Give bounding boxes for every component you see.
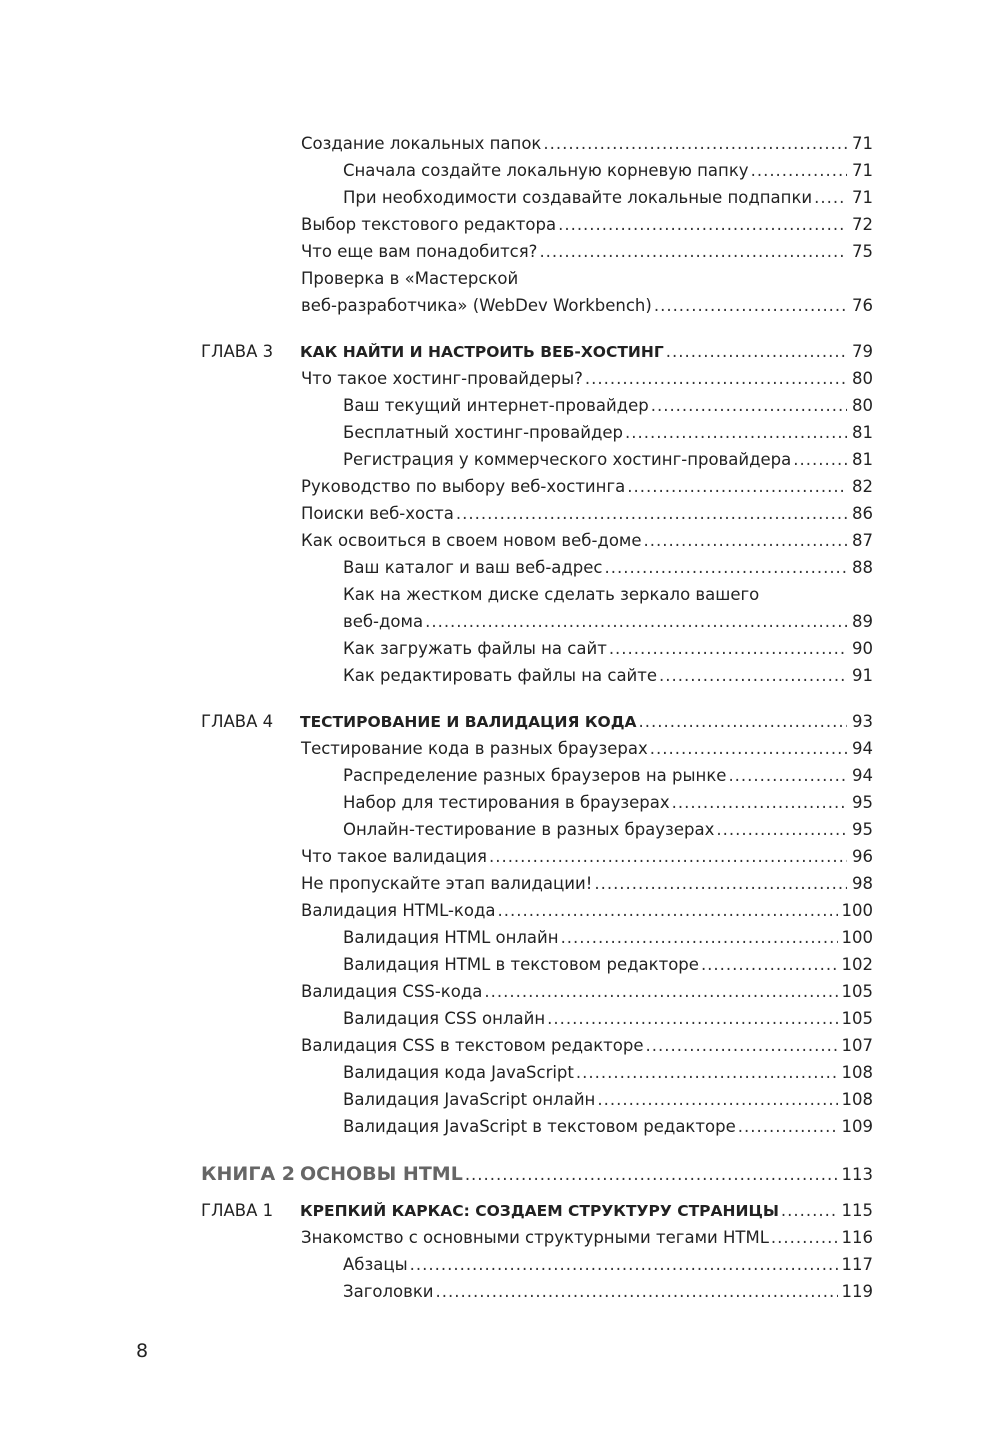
dot-leader — [646, 1032, 838, 1059]
entry-title: Распределение разных браузеров на рынке — [343, 766, 727, 785]
entry-page: 88 — [852, 558, 873, 577]
entry-title: Проверка в «Мастерской — [301, 269, 519, 288]
entry-page: 89 — [852, 612, 873, 631]
entry-title: Валидация HTML онлайн — [343, 928, 559, 947]
entry-page: 71 — [852, 188, 873, 207]
toc-entry — [201, 1086, 873, 1113]
entry-title: Сначала создайте локальную корневую папку — [343, 161, 749, 180]
toc-entry — [201, 184, 873, 211]
toc-entry — [201, 211, 873, 238]
entry-title: Валидация HTML в текстовом редакторе — [343, 955, 699, 974]
toc-entry — [201, 1059, 873, 1086]
toc-entry — [201, 157, 873, 184]
entry-title: веб-разработчика» (WebDev Workbench) — [301, 296, 652, 315]
toc-entry — [201, 265, 873, 292]
dot-leader — [781, 1197, 838, 1224]
entry-page: 79 — [852, 342, 873, 361]
dot-leader — [558, 211, 847, 238]
entry-page: 86 — [852, 504, 873, 523]
dot-leader — [465, 1159, 838, 1191]
entry-title: Валидация JavaScript в текстовом редакторе — [343, 1117, 736, 1136]
entry-title: Бесплатный хостинг-провайдер — [343, 423, 624, 442]
toc-entry — [201, 608, 873, 635]
entry-title: Валидация CSS в текстовом редакторе — [301, 1036, 644, 1055]
dot-leader — [539, 238, 847, 265]
dot-leader — [654, 292, 847, 319]
dot-leader — [666, 338, 847, 365]
entry-title: Как освоиться в своем новом веб-доме — [301, 531, 642, 550]
entry-page: 80 — [852, 369, 873, 388]
entry-title: Поиски веб-хоста — [301, 504, 454, 523]
toc-entry — [201, 897, 873, 924]
entry-title: Что еще вам понадобится? — [301, 242, 538, 261]
dot-leader — [456, 500, 847, 527]
entry-page: 72 — [852, 215, 873, 234]
dot-leader — [594, 870, 847, 897]
dot-leader — [651, 392, 847, 419]
dot-leader — [751, 157, 847, 184]
entry-page: 100 — [841, 928, 873, 947]
toc-entry — [201, 500, 873, 527]
entry-page: 94 — [852, 739, 873, 758]
entry-page: 119 — [841, 1282, 873, 1301]
entry-title: Руководство по выбору веб-хостинга — [301, 477, 626, 496]
entry-title: Знакомство с основными структурными тегами HTML — [301, 1228, 769, 1247]
entry-page: 115 — [841, 1201, 873, 1220]
entry-title: КАК НАЙТИ И НАСТРОИТЬ ВЕБ-ХОСТИНГ — [300, 343, 664, 361]
entry-title: Ваш каталог и ваш веб-адрес — [343, 558, 603, 577]
entry-page: 93 — [852, 712, 873, 731]
dot-leader — [561, 924, 838, 951]
dot-leader — [498, 897, 838, 924]
entry-title: Заголовки — [343, 1282, 434, 1301]
toc-entry — [201, 581, 873, 608]
entry-title: Регистрация у коммерческого хостинг-провайдера — [343, 450, 792, 469]
toc-entry — [201, 1278, 873, 1305]
dot-leader — [543, 130, 847, 157]
dot-leader — [639, 708, 847, 735]
entry-page: 117 — [841, 1255, 873, 1274]
toc-entry — [201, 789, 873, 816]
toc-entry — [201, 365, 873, 392]
entry-title: При необходимости создавайте локальные подпапки — [343, 188, 813, 207]
dot-leader — [793, 446, 847, 473]
dot-leader — [738, 1113, 838, 1140]
dot-leader — [605, 554, 848, 581]
dot-leader — [644, 527, 847, 554]
entry-title: Тестирование кода в разных браузерах — [301, 739, 648, 758]
toc-entry — [201, 238, 873, 265]
entry-page: 105 — [841, 1009, 873, 1028]
dot-leader — [489, 843, 847, 870]
toc-entry — [201, 978, 873, 1005]
entry-page: 71 — [852, 161, 873, 180]
entry-label: КНИГА 2 — [201, 1163, 295, 1185]
entry-page: 87 — [852, 531, 873, 550]
toc-entry — [201, 473, 873, 500]
entry-page: 90 — [852, 639, 873, 658]
toc-entry — [201, 419, 873, 446]
dot-leader — [659, 662, 847, 689]
entry-label: ГЛАВА 3 — [201, 342, 274, 361]
entry-page: 105 — [841, 982, 873, 1001]
entry-title: ОСНОВЫ HTML — [300, 1163, 463, 1185]
entry-page: 108 — [841, 1090, 873, 1109]
dot-leader — [597, 1086, 837, 1113]
entry-title: Набор для тестирования в браузерах — [343, 793, 670, 812]
entry-title: Ваш текущий интернет-провайдер — [343, 396, 649, 415]
toc-entry — [201, 870, 873, 897]
dot-leader — [547, 1005, 837, 1032]
toc-chapter — [201, 708, 873, 735]
entry-title: Создание локальных папок — [301, 134, 542, 153]
entry-title: веб-дома — [343, 612, 424, 631]
dot-leader — [716, 816, 847, 843]
entry-page: 75 — [852, 242, 873, 261]
dot-leader — [425, 608, 847, 635]
entry-page: 94 — [852, 766, 873, 785]
entry-page: 107 — [841, 1036, 873, 1055]
toc-entry — [201, 816, 873, 843]
entry-page: 98 — [852, 874, 873, 893]
toc-chapter — [201, 338, 873, 365]
entry-title: Онлайн-тестирование в разных браузерах — [343, 820, 715, 839]
toc-book — [201, 1158, 873, 1190]
entry-page: 113 — [841, 1165, 873, 1184]
dot-leader — [576, 1059, 838, 1086]
entry-title: Не пропускайте этап валидации! — [301, 874, 593, 893]
entry-title: ТЕСТИРОВАНИЕ И ВАЛИДАЦИЯ КОДА — [300, 713, 637, 731]
entry-page: 95 — [852, 793, 873, 812]
toc-entry — [201, 924, 873, 951]
entry-title: Валидация кода JavaScript — [343, 1063, 574, 1082]
dot-leader — [585, 365, 847, 392]
entry-page: 81 — [852, 423, 873, 442]
toc-entry — [201, 843, 873, 870]
entry-page: 76 — [852, 296, 873, 315]
entry-title: Что такое валидация — [301, 847, 487, 866]
toc-entry — [201, 392, 873, 419]
entry-title: Что такое хостинг-провайдеры? — [301, 369, 583, 388]
entry-title: Валидация CSS-кода — [301, 982, 483, 1001]
entry-page: 95 — [852, 820, 873, 839]
entry-page: 82 — [852, 477, 873, 496]
toc-entry — [201, 662, 873, 689]
entry-title: Валидация JavaScript онлайн — [343, 1090, 596, 1109]
entry-label: ГЛАВА 1 — [201, 1201, 274, 1220]
dot-leader — [436, 1278, 838, 1305]
toc-entry — [201, 1032, 873, 1059]
dot-leader — [627, 473, 847, 500]
dot-leader — [484, 978, 837, 1005]
toc-entry — [201, 1224, 873, 1251]
toc-entry — [201, 635, 873, 662]
entry-page: 108 — [841, 1063, 873, 1082]
entry-title: Как на жестком диске сделать зеркало вашего — [343, 585, 760, 604]
toc-entry — [201, 292, 873, 319]
dot-leader — [814, 184, 847, 211]
entry-title: КРЕПКИЙ КАРКАС: СОЗДАЕМ СТРУКТУРУ СТРАНИЦЫ — [300, 1202, 779, 1220]
dot-leader — [728, 762, 847, 789]
entry-page: 80 — [852, 396, 873, 415]
dot-leader — [672, 789, 847, 816]
entry-title: Валидация HTML-кода — [301, 901, 496, 920]
entry-title: Абзацы — [343, 1255, 408, 1274]
entry-page: 96 — [852, 847, 873, 866]
toc-entry — [201, 1005, 873, 1032]
toc-chapter — [201, 1197, 873, 1224]
entry-title: Как загружать файлы на сайт — [343, 639, 607, 658]
dot-leader — [701, 951, 838, 978]
toc-entry — [201, 951, 873, 978]
page-number: 8 — [136, 1340, 149, 1362]
entry-page: 91 — [852, 666, 873, 685]
table-of-contents — [201, 130, 873, 1305]
entry-page: 71 — [852, 134, 873, 153]
entry-page: 81 — [852, 450, 873, 469]
entry-title: Валидация CSS онлайн — [343, 1009, 546, 1028]
toc-entry — [201, 762, 873, 789]
toc-entry — [201, 130, 873, 157]
dot-leader — [609, 635, 847, 662]
toc-entry — [201, 1251, 873, 1278]
entry-title: Выбор текстового редактора — [301, 215, 557, 234]
entry-page: 109 — [841, 1117, 873, 1136]
dot-leader — [410, 1251, 838, 1278]
entry-label: ГЛАВА 4 — [201, 712, 274, 731]
toc-entry — [201, 1113, 873, 1140]
entry-title: Как редактировать файлы на сайте — [343, 666, 658, 685]
toc-entry — [201, 446, 873, 473]
entry-page: 116 — [841, 1228, 873, 1247]
dot-leader — [625, 419, 847, 446]
toc-entry — [201, 735, 873, 762]
entry-page: 102 — [841, 955, 873, 974]
toc-entry — [201, 527, 873, 554]
dot-leader — [771, 1224, 838, 1251]
entry-page: 100 — [841, 901, 873, 920]
toc-entry — [201, 554, 873, 581]
dot-leader — [650, 735, 847, 762]
